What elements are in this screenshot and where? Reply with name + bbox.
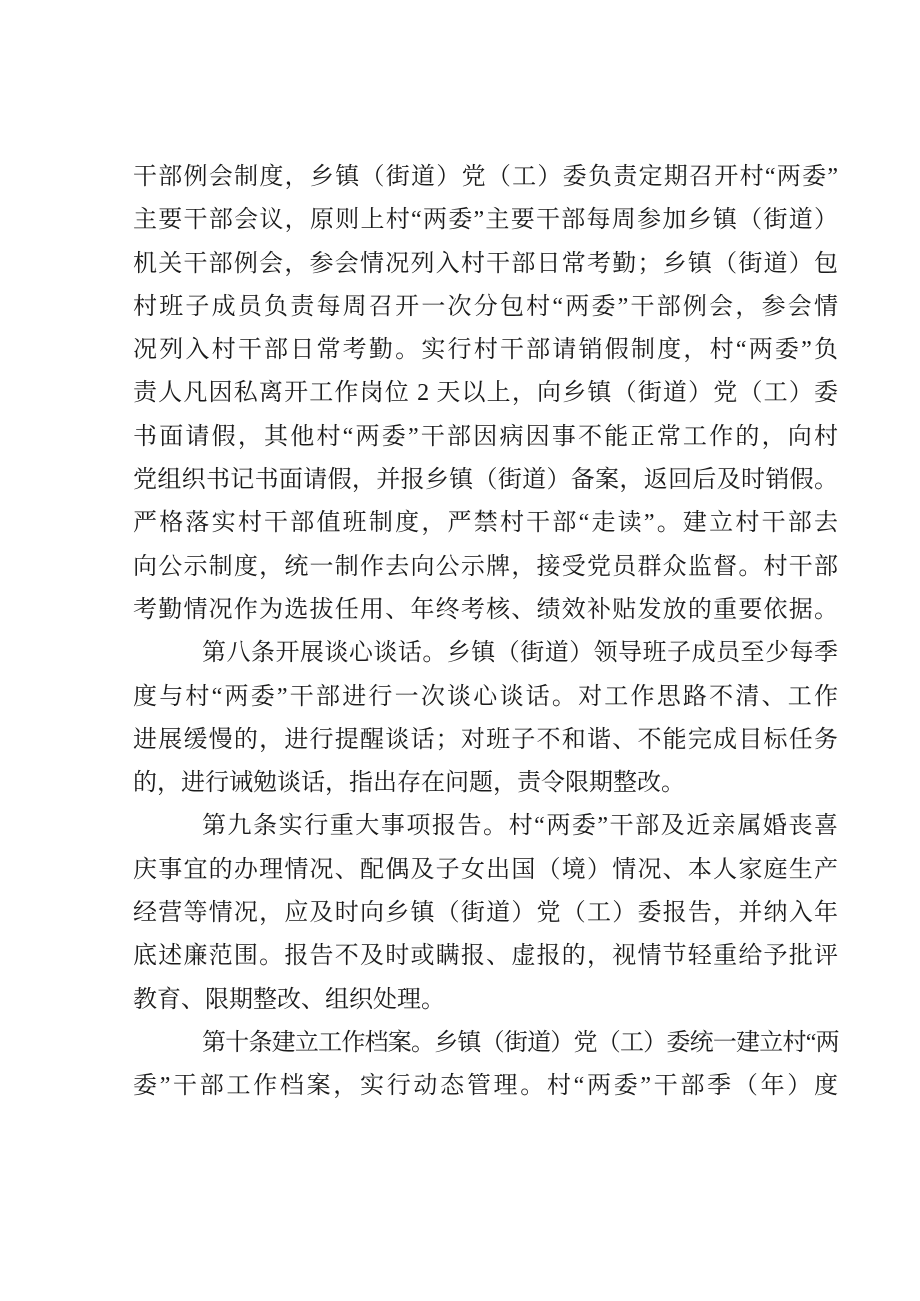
text-line: 经营等情况，应及时向乡镇（街道）党（工）委报告，并纳入年 [133, 900, 838, 927]
text-line: 责人凡因私离开工作岗位 2 天以上，向乡镇（街道）党（工）委 [133, 380, 838, 407]
text-line: 的，进行诫勉谈话，指出存在问题，责令限期整改。 [133, 770, 685, 797]
text-line: 书面请假，其他村“两委”干部因病因事不能正常工作的，向村 [133, 423, 838, 450]
text-line: 底述廉范围。报告不及时或瞒报、虚报的，视情节轻重给予批评 [133, 943, 838, 970]
text-line: 考勤情况作为选拔任用、年终考核、绩效补贴发放的重要依据。 [133, 596, 838, 623]
text-line: 第八条开展谈心谈话。乡镇（街道）领导班子成员至少每季 [202, 640, 838, 667]
text-line: 村班子成员负责每周召开一次分包村“两委”干部例会，参会情 [133, 293, 838, 320]
text-line: 党组织书记书面请假，并报乡镇（街道）备案，返回后及时销假。 [133, 467, 838, 494]
text-line: 向公示制度，统一制作去向公示牌，接受党员群众监督。村干部 [133, 553, 838, 580]
document-body [133, 156, 838, 1109]
text-line: 度与村“两委”干部进行一次谈心谈话。对工作思路不清、工作 [133, 683, 838, 710]
text-line: 教育、限期整改、组织处理。 [133, 986, 445, 1013]
text-line: 况列入村干部日常考勤。实行村干部请销假制度，村“两委”负 [133, 337, 838, 364]
text-line: 第十条建立工作档案。乡镇（街道）党（工）委统一建立村“两 [202, 1029, 838, 1056]
text-line: 委”干部工作档案，实行动态管理。村“两委”干部季（年）度 [133, 1073, 838, 1100]
text-line: 庆事宜的办理情况、配偶及子女出国（境）情况、本人家庭生产 [133, 856, 838, 883]
text-line: 第九条实行重大事项报告。村“两委”干部及近亲属婚丧喜 [202, 813, 838, 840]
text-line: 严格落实村干部值班制度，严禁村干部“走读”。建立村干部去 [133, 510, 838, 537]
text-line: 进展缓慢的，进行提醒谈话；对班子不和谐、不能完成目标任务 [133, 726, 838, 753]
text-line: 干部例会制度，乡镇（街道）党（工）委负责定期召开村“两委” [133, 164, 838, 190]
text-line: 主要干部会议，原则上村“两委”主要干部每周参加乡镇（街道） [133, 207, 838, 234]
text-line: 机关干部例会，参会情况列入村干部日常考勤；乡镇（街道）包 [133, 250, 838, 277]
